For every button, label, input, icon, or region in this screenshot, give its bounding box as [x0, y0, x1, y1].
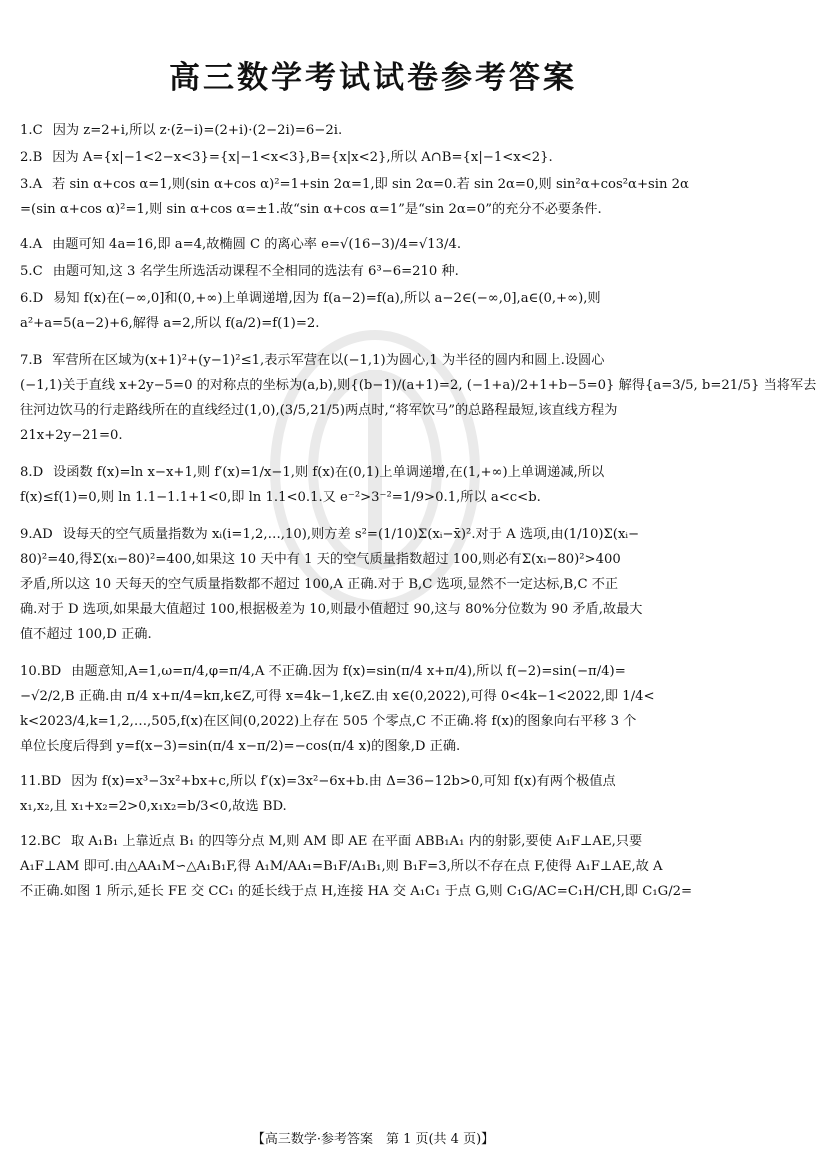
answer-text: 因为 z=2+i,所以 z·(z̄−i)=(2+i)·(2−2i)=6−2i.	[52, 123, 343, 138]
answer-item	[20, 118, 728, 143]
answer-number: 3.A	[20, 177, 43, 192]
answer-text: =(sin α+cos α)²=1,则 sin α+cos α=±1.故“sin α+cos α=1”是“sin 2α=0”的充分不必要条件.	[20, 202, 602, 217]
answer-text: 设函数 f(x)=ln x−x+1,则 f′(x)=1/x−1,则 f(x)在(0,1)上单调递增,在(1,+∞)上单调递减,所以	[53, 465, 605, 480]
answer-text: 军营所在区域为(x+1)²+(y−1)²≤1,表示军营在以(−1,1)为圆心,1 为半径的圆内和圆上.设圆心	[52, 353, 605, 368]
answer-line	[20, 197, 728, 222]
answer-text: 确.对于 D 选项,如果最大值超过 100,根据极差为 10,则最小值超过 90,这与 80%分位数为 90 矛盾,故最大	[20, 602, 643, 617]
answer-number: 10.BD	[20, 664, 62, 679]
answer-text: (−1,1)关于直线 x+2y−5=0 的对称点的坐标为(a,b),则{(b−1)/(a+1)=2, (−1+a)/2+1+b−5=0} 解得{a=3/5, b=21/5} 当将军去	[20, 378, 816, 393]
answer-item	[20, 259, 728, 284]
answer-text: 80)²=40,得Σ(xᵢ−80)²=400,如果这 10 天中有 1 天的空气质量指数超过 100,则必有Σ(xᵢ−80)²>400	[20, 552, 621, 567]
answer-number: 8.D	[20, 465, 44, 480]
answer-item	[20, 460, 728, 510]
answer-line	[20, 485, 728, 510]
answer-text: 因为 f(x)=x³−3x²+bx+c,所以 f′(x)=3x²−6x+b.由 Δ=36−12b>0,可知 f(x)有两个极值点	[71, 774, 616, 789]
answer-line	[20, 854, 728, 879]
answer-text: 由题可知 4a=16,即 a=4,故椭圆 C 的离心率 e=√(16−3)/4=√13/4.	[52, 237, 462, 252]
answer-list	[20, 118, 816, 906]
answer-line	[20, 259, 728, 284]
answer-line	[20, 348, 728, 373]
answer-text: −√2/2,B 正确.由 π/4 x+π/4=kπ,k∈Z,可得 x=4k−1,k∈Z.由 x∈(0,2022),可得 0<4k−1<2022,即 1/4<	[20, 689, 655, 704]
answer-text: 值不超过 100,D 正确.	[20, 627, 152, 642]
answer-text: 往河边饮马的行走路线所在的直线经过(1,0),(3/5,21/5)两点时,“将军饮马”的总路程最短,该直线方程为	[20, 403, 618, 418]
answer-line	[20, 522, 728, 547]
answer-number: 11.BD	[20, 774, 62, 789]
answer-line	[20, 572, 728, 597]
answer-text: 易知 f(x)在(−∞,0]和(0,+∞)上单调递增,因为 f(a−2)=f(a),所以 a−2∈(−∞,0],a∈(0,+∞),则	[53, 291, 601, 306]
answer-number: 9.AD	[20, 527, 53, 542]
answer-line	[20, 622, 728, 647]
answer-text: 取 A₁B₁ 上靠近点 B₁ 的四等分点 M,则 AM 即 AE 在平面 ABB₁A₁ 内的射影,要使 A₁F⊥AE,只要	[71, 834, 643, 849]
answer-text: A₁F⊥AM 即可.由△AA₁M∽△A₁B₁F,得 A₁M/AA₁=B₁F/A₁B₁,则 B₁F=3,所以不存在点 F,使得 A₁F⊥AE,故 A	[20, 859, 663, 874]
answer-number: 1.C	[20, 123, 43, 138]
answer-number: 2.B	[20, 150, 43, 165]
answer-line	[20, 879, 728, 904]
answer-text: 由题可知,这 3 名学生所选活动课程不全相同的选法有 6³−6=210 种.	[52, 264, 459, 279]
answer-item	[20, 348, 816, 448]
answer-number: 7.B	[20, 353, 43, 368]
answer-item	[20, 286, 728, 336]
answer-item	[20, 172, 728, 222]
answer-text: 21x+2y−21=0.	[20, 428, 123, 443]
answer-line	[20, 734, 728, 759]
page-title: 高三数学考试试卷参考答案	[169, 60, 577, 96]
answer-text: f(x)≤f(1)=0,则 ln 1.1−1.1+1<0,即 ln 1.1<0.1.又 e⁻²>3⁻²=1/9>0.1,所以 a<c<b.	[20, 490, 541, 505]
answer-line	[20, 172, 728, 197]
answer-line	[20, 145, 728, 170]
answer-text: k<2023/4,k=1,2,…,505,f(x)在区间(0,2022)上存在 505 个零点,C 不正确.将 f(x)的图象向右平移 3 个	[20, 714, 637, 729]
answer-line	[20, 373, 816, 398]
answer-item	[20, 659, 728, 759]
answer-line	[20, 311, 728, 336]
answer-text: 若 sin α+cos α=1,则(sin α+cos α)²=1+sin 2α=1,即 sin 2α=0.若 sin 2α=0,则 sin²α+cos²α+sin 2α	[52, 177, 689, 192]
answer-item	[20, 522, 728, 647]
answer-line	[20, 659, 728, 684]
answer-line	[20, 423, 728, 448]
answer-number: 6.D	[20, 291, 44, 306]
answer-text: a²+a=5(a−2)+6,解得 a=2,所以 f(a/2)=f(1)=2.	[20, 316, 320, 331]
answer-line	[20, 794, 728, 819]
answer-line	[20, 118, 728, 143]
answer-line	[20, 709, 728, 734]
answer-line	[20, 829, 728, 854]
answer-item	[20, 769, 728, 819]
answer-number: 12.BC	[20, 834, 61, 849]
answer-text: 由题意知,A=1,ω=π/4,φ=π/4,A 不正确.因为 f(x)=sin(π/4 x+π/4),所以 f(−2)=sin(−π/4)=	[71, 664, 626, 679]
answer-line	[20, 286, 728, 311]
answer-text: 矛盾,所以这 10 天每天的空气质量指数都不超过 100,A 正确.对于 B,C 选项,显然不一定达标,B,C 不正	[20, 577, 619, 592]
answer-line	[20, 547, 728, 572]
answer-line	[20, 597, 728, 622]
answer-item	[20, 232, 728, 257]
answer-item	[20, 145, 728, 170]
answer-text: 设每天的空气质量指数为 xᵢ(i=1,2,…,10),则方差 s²=(1/10)Σ(xᵢ−x̄)².对于 A 选项,由(1/10)Σ(xᵢ−	[62, 527, 640, 542]
answer-text: 因为 A={x|−1<2−x<3}={x|−1<x<3},B={x|x<2},所以 A∩B={x|−1<x<2}.	[52, 150, 553, 165]
answer-number: 4.A	[20, 237, 43, 252]
answer-line	[20, 398, 728, 423]
answer-text: 不正确.如图 1 所示,延长 FE 交 CC₁ 的延长线于点 H,连接 HA 交 A₁C₁ 于点 G,则 C₁G/AC=C₁H/CH,即 C₁G/2=	[20, 884, 693, 899]
answer-line	[20, 684, 728, 709]
answer-text: x₁,x₂,且 x₁+x₂=2>0,x₁x₂=b/3<0,故选 BD.	[20, 799, 287, 814]
answer-text: 单位长度后得到 y=f(x−3)=sin(π/4 x−π/2)=−cos(π/4 x)的图象,D 正确.	[20, 739, 461, 754]
answer-item	[20, 829, 728, 904]
page-footer: 【高三数学·参考答案 第 1 页(共 4 页)】	[251, 1132, 495, 1147]
answer-line	[20, 769, 728, 794]
answer-line	[20, 232, 728, 257]
answer-line	[20, 460, 728, 485]
answer-number: 5.C	[20, 264, 43, 279]
